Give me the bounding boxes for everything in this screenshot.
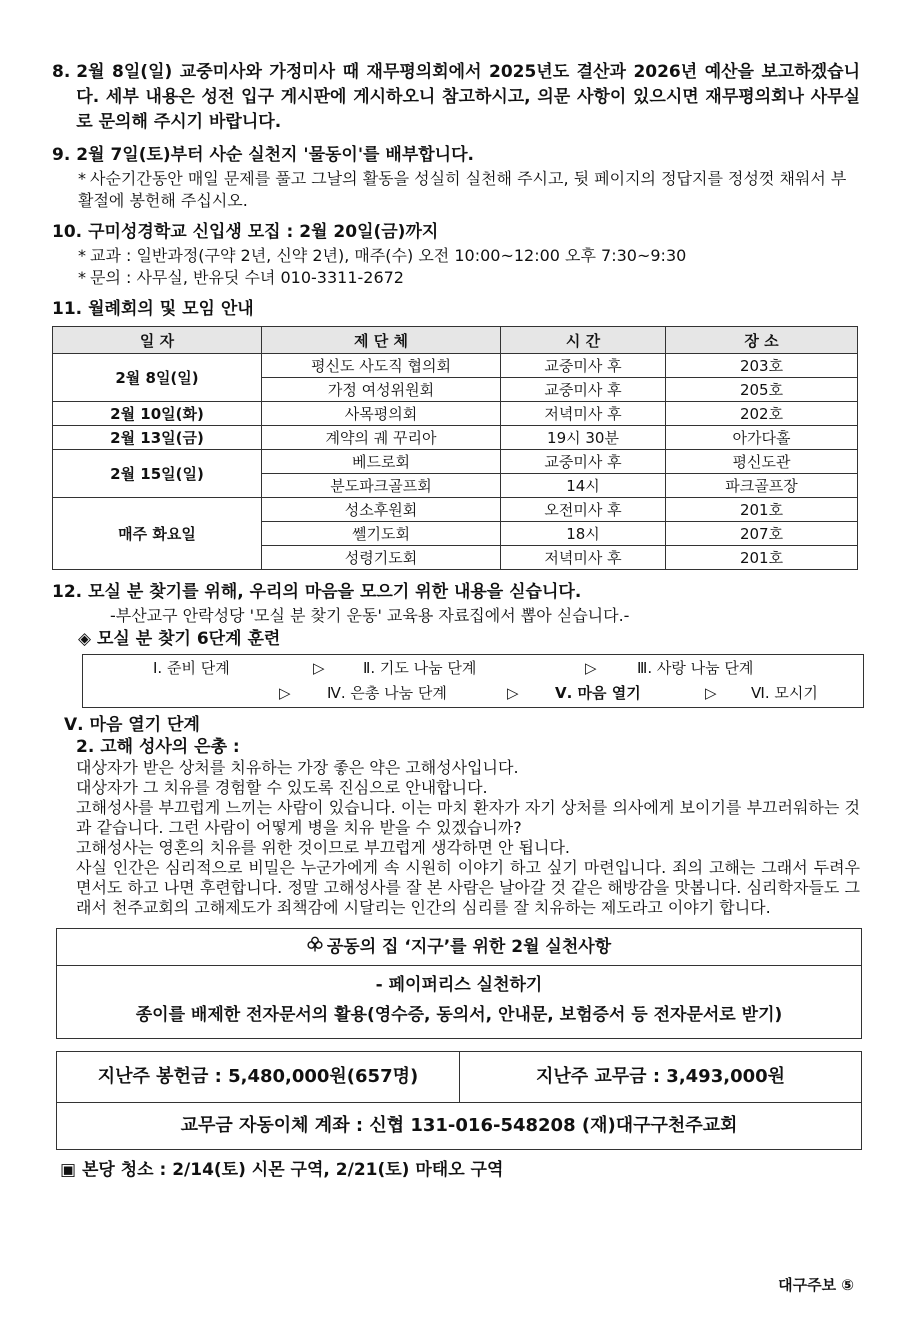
schedule-time: 교중미사 후 — [501, 450, 666, 474]
column-header-place: 장 소 — [666, 327, 858, 354]
cleaning-notice: ▣ 본당 청소 : 2/14(토) 시몬 구역, 2/21(토) 마태오 구역 — [60, 1160, 504, 1180]
section-heading: Ⅴ. 마음 열기 단계 — [64, 715, 200, 735]
paragraph: 대상자가 받은 상처를 치유하는 가장 좋은 약은 고해성사입니다. — [76, 758, 519, 777]
training-heading: ◈ 모실 분 찾기 6단계 훈련 — [78, 629, 281, 649]
paragraph: 대상자가 그 치유를 경험할 수 있도록 진심으로 안내합니다. — [76, 778, 488, 797]
step-6: Ⅵ. 모시기 — [751, 684, 818, 702]
schedule-time: 18시 — [501, 522, 666, 546]
paragraph: 고해성사는 영혼의 치유를 위한 것이므로 부끄럽게 생각하면 안 됩니다. — [76, 838, 570, 857]
schedule-time: 교중미사 후 — [501, 378, 666, 402]
notice-item-10 — [52, 220, 860, 289]
notice-detail — [52, 245, 860, 267]
earth-practice-line1: - 페이퍼리스 실천하기 — [375, 975, 543, 995]
page-content — [52, 60, 860, 1182]
table-row — [53, 402, 858, 426]
table-header-row — [53, 327, 858, 354]
schedule-time: 저녁미사 후 — [501, 546, 666, 570]
schedule-date: 2월 15일(일) — [53, 450, 262, 498]
schedule-date: 2월 10일(화) — [53, 402, 262, 426]
step-2: Ⅱ. 기도 나눔 단계 — [363, 659, 477, 677]
arrow-icon: ▷ — [585, 659, 597, 677]
notice-number: 11. — [52, 299, 83, 319]
column-header-group: 제 단 체 — [262, 327, 501, 354]
earth-practice-line2: 종이를 배제한 전자문서의 활용(영수증, 동의서, 안내문, 보험증서 등 전자문서로 받기) — [135, 1005, 783, 1025]
schedule-group: 베드로회 — [262, 450, 501, 474]
notice-detail — [52, 267, 860, 289]
step-3: Ⅲ. 사랑 나눔 단계 — [637, 659, 754, 677]
notice-detail-text: 문의 : 사무실, 반유딧 수녀 010-3311-2672 — [90, 268, 404, 287]
schedule-date: 2월 8일(일) — [53, 354, 262, 402]
notice-title: 2월 7일(토)부터 사순 실천지 '물동이'를 배부합니다. — [76, 145, 474, 165]
source-note: -부산교구 안락성당 '모실 분 찾기 운동' 교육용 자료집에서 뽑아 싣습니다.- — [110, 606, 630, 625]
schedule-group: 평신도 사도직 협의회 — [262, 354, 501, 378]
notice-item-9 — [52, 143, 860, 212]
schedule-group: 성령기도회 — [262, 546, 501, 570]
paragraph: 고해성사를 부끄럽게 느끼는 사람이 있습니다. 이는 마치 환자가 자기 상처를 의사에게 보이기를 부끄러워하는 것과 같습니다. 그런 사람이 어떻게 병을 치유 받을 수 있겠습니까? — [76, 798, 860, 837]
notice-item-8 — [52, 60, 860, 135]
step-1: Ⅰ. 준비 단계 — [153, 659, 230, 677]
schedule-place: 202호 — [666, 402, 858, 426]
paragraph: 사실 인간은 심리적으로 비밀은 누군가에게 속 시원히 이야기 하고 싶기 마련입니다. 죄의 고해는 그래서 두려우면서도 하고 나면 후련합니다. 정말 고해성사를 잘 본 사람은 날아갈 것 같은 해방감을 맛봅니다. 심리학자들도 그래서 천주교회의 고해제도가 죄책감에 시달리는 인간의 심리를 잘 치유하는 제도라고 이야기 합니다. — [76, 858, 860, 917]
arrow-icon: ▷ — [507, 684, 519, 702]
earth-practice-title — [57, 929, 861, 966]
schedule-place: 201호 — [666, 498, 858, 522]
schedule-time: 14시 — [501, 474, 666, 498]
notice-detail-text: 교과 : 일반과정(구약 2년, 신약 2년), 매주(수) 오전 10:00~12:00 오후 7:30~9:30 — [90, 246, 687, 265]
notice-detail-text: 사순기간동안 매일 문제를 풀고 그날의 활동을 성실히 실천해 주시고, 뒷 페이지의 정답지를 정성껏 채워서 부활절에 봉헌해 주십시오. — [78, 169, 847, 210]
schedule-place: 203호 — [666, 354, 858, 378]
notice-title: 구미성경학교 신입생 모집 : 2월 20일(금)까지 — [88, 222, 439, 242]
schedule-place: 평신도관 — [666, 450, 858, 474]
schedule-place: 207호 — [666, 522, 858, 546]
arrow-icon: ▷ — [279, 684, 291, 702]
schedule-place: 201호 — [666, 546, 858, 570]
schedule-date: 매주 화요일 — [53, 498, 262, 570]
meeting-schedule-table — [52, 326, 858, 570]
notice-item-11 — [52, 297, 860, 322]
step-5: Ⅴ. 마음 열기 — [555, 684, 641, 702]
table-row — [53, 498, 858, 522]
training-steps-box — [82, 654, 864, 708]
schedule-time: 교중미사 후 — [501, 354, 666, 378]
column-header-time: 시 간 — [501, 327, 666, 354]
schedule-time: 저녁미사 후 — [501, 402, 666, 426]
schedule-place: 파크골프장 — [666, 474, 858, 498]
schedule-time: 오전미사 후 — [501, 498, 666, 522]
bullet-mark: * — [78, 268, 86, 287]
step-4: Ⅳ. 은총 나눔 단계 — [327, 684, 447, 702]
offering-amount: 지난주 봉헌금 : 5,480,000원(657명) — [57, 1052, 460, 1102]
schedule-date: 2월 13일(금) — [53, 426, 262, 450]
notice-title: 모실 분 찾기를 위해, 우리의 마음을 모으기 위한 내용을 싣습니다. — [88, 582, 582, 602]
schedule-group: 분도파크골프회 — [262, 474, 501, 498]
table-row — [53, 354, 858, 378]
auto-transfer-account: 교무금 자동이체 계좌 : 신협 131-016-548208 (재)대구구천주교회 — [180, 1115, 738, 1136]
notice-number: 12. — [52, 582, 83, 602]
bullet-mark: * — [78, 169, 86, 188]
schedule-group: 가정 여성위원회 — [262, 378, 501, 402]
notice-number: 8. — [52, 62, 71, 82]
clover-icon — [307, 929, 323, 965]
schedule-place: 205호 — [666, 378, 858, 402]
bullet-mark: * — [78, 246, 86, 265]
schedule-group: 쎌기도회 — [262, 522, 501, 546]
table-row — [53, 450, 858, 474]
notice-title: 2월 8일(일) 교중미사와 가정미사 때 재무평의회에서 2025년도 결산과 2026년 예산을 보고하겠습니다. 세부 내용은 성전 입구 게시판에 게시하오니 참고하시고, 의문 사항이 있으시면 재무평의회나 사무실로 문의해 주시기 바랍니다. — [76, 62, 860, 132]
schedule-group: 계약의 궤 꾸리아 — [262, 426, 501, 450]
notice-number: 9. — [52, 145, 71, 165]
notice-title: 월례회의 및 모임 안내 — [88, 299, 254, 319]
schedule-time: 19시 30분 — [501, 426, 666, 450]
church-fee-amount: 지난주 교무금 : 3,493,000원 — [535, 1066, 786, 1087]
notice-detail — [52, 168, 860, 212]
notice-item-12 — [52, 580, 860, 918]
arrow-icon: ▷ — [313, 659, 325, 677]
table-row — [53, 426, 858, 450]
schedule-place: 아가다홀 — [666, 426, 858, 450]
column-header-date: 일 자 — [53, 327, 262, 354]
finance-box — [56, 1051, 862, 1150]
notice-number: 10. — [52, 222, 83, 242]
schedule-group: 성소후원회 — [262, 498, 501, 522]
page-footer: 대구주보 ⑤ — [778, 1276, 854, 1294]
arrow-icon: ▷ — [705, 684, 717, 702]
earth-practice-title-text: 공동의 집 ‘지구’를 위한 2월 실천사항 — [326, 937, 612, 957]
subsection-heading: 2. 고해 성사의 은총 : — [76, 737, 240, 757]
earth-practice-box — [56, 928, 862, 1039]
schedule-group: 사목평의회 — [262, 402, 501, 426]
